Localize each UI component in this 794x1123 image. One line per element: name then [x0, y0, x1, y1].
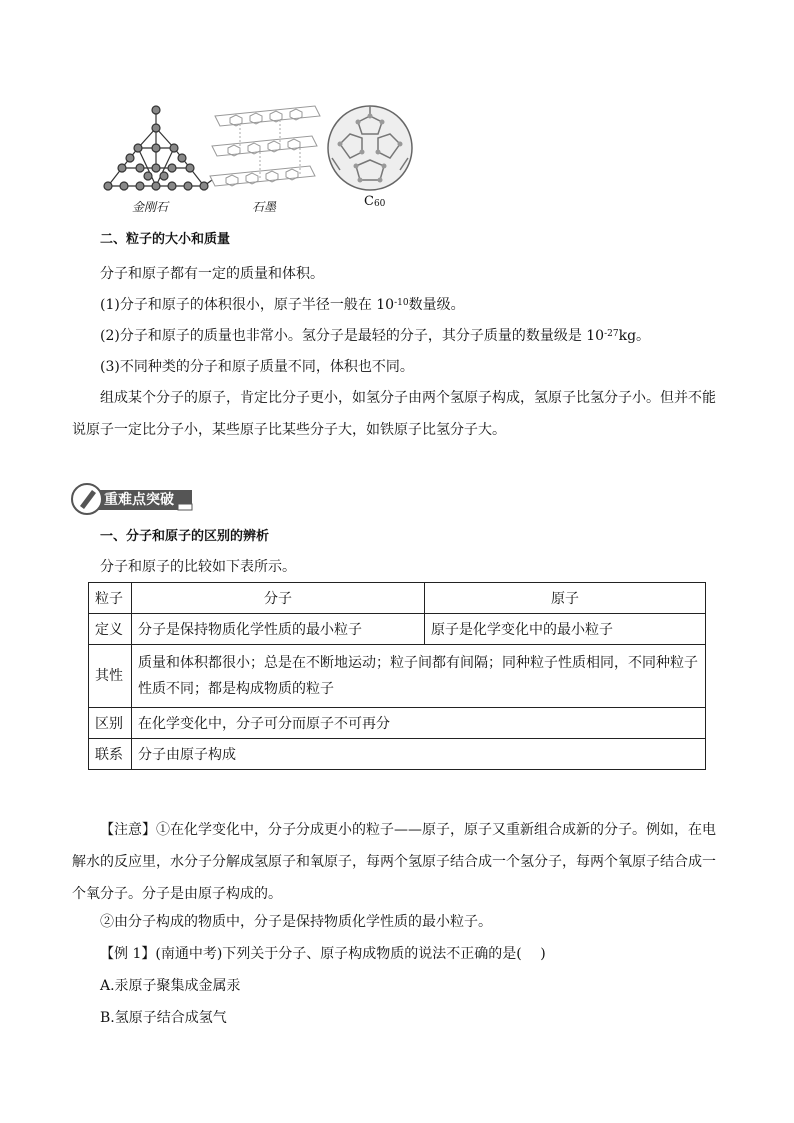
note-line: 个氧分子。分子是由原子构成的。: [72, 886, 282, 902]
table-row: [89, 739, 706, 770]
table-cell: 其性: [89, 645, 132, 708]
paragraph: (3)不同种类的分子和原子质量不同，体积也不同。: [100, 359, 414, 375]
table-cell: 分子是保持物质化学性质的最小粒子: [132, 614, 425, 645]
paragraph: 组成某个分子的原子，肯定比分子更小，如氢分子由两个氢原子构成，氢原子比氢分子小。但并不能: [100, 390, 716, 406]
comparison-table: [88, 582, 706, 770]
section-banner: [70, 482, 198, 516]
section-heading-distinction: 一、分子和原子的区别的辨析: [100, 529, 270, 544]
c60-structure: [328, 106, 412, 190]
table-cell: 定义: [89, 614, 132, 645]
paragraph: (2)分子和原子的质量也非常小。氢分子是最轻的分子，其分子质量的数量级是 $10^{-27}kg$。: [100, 328, 651, 344]
diamond-structure: [104, 106, 212, 190]
table-cell: 联系: [89, 739, 132, 770]
paragraph: (1)分子和原子的体积很小，原子半径一般在 $10^{-10}$数量级。: [100, 297, 465, 313]
caption-c60: C60: [364, 194, 386, 209]
note-line: ②由分子构成的物质中，分子是保持物质化学性质的最小粒子。: [100, 914, 492, 930]
banner-label: 重难点突破: [104, 492, 174, 508]
section-heading-size-mass: 二、粒子的大小和质量: [100, 232, 231, 247]
table-header-atom: 原子: [425, 583, 706, 614]
table-cell: 区别: [89, 708, 132, 739]
paragraph: 分子和原子的比较如下表所示。: [100, 559, 296, 575]
table-row: [89, 614, 706, 645]
caption-graphite: 石墨: [252, 200, 277, 214]
table-cell: 质量和体积都很小；总是在不断地运动；粒子间都有间隔；同种粒子性质相同，不同种粒子 性质不同；都是构成物质的粒子: [132, 645, 706, 708]
example-stem: 【例 1】(南通中考)下列关于分子、原子构成物质的说法不正确的是( ): [100, 946, 546, 962]
caption-diamond: 金刚石: [132, 200, 169, 214]
graphite-structure: [210, 106, 320, 186]
table-row: [89, 708, 706, 739]
paragraph: 说原子一定比分子小，某些原子比某些分子大，如铁原子比氢分子大。: [72, 422, 506, 438]
table-row: [89, 645, 706, 708]
note-line: 解水的反应里，水分子分解成氢原子和氧原子，每两个氢原子结合成一个氢分子，每两个氧原子结合成一: [72, 854, 716, 870]
table-cell: 粒子: [89, 583, 132, 614]
table-row: [89, 583, 706, 614]
table-cell: 原子是化学变化中的最小粒子: [425, 614, 706, 645]
allotrope-figure: [100, 98, 420, 216]
table-cell: 在化学变化中，分子可分而原子不可再分: [132, 708, 706, 739]
table-header-molecule: 分子: [132, 583, 425, 614]
option-b: B.氢原子结合成氢气: [100, 1010, 227, 1026]
paragraph: 分子和原子都有一定的质量和体积。: [100, 266, 324, 282]
table-cell: 分子由原子构成: [132, 739, 706, 770]
option-a: A.汞原子聚集成金属汞: [100, 978, 241, 994]
note-line: 【注意】①在化学变化中，分子分成更小的粒子——原子，原子又重新组合成新的分子。例如，在电: [100, 822, 716, 838]
